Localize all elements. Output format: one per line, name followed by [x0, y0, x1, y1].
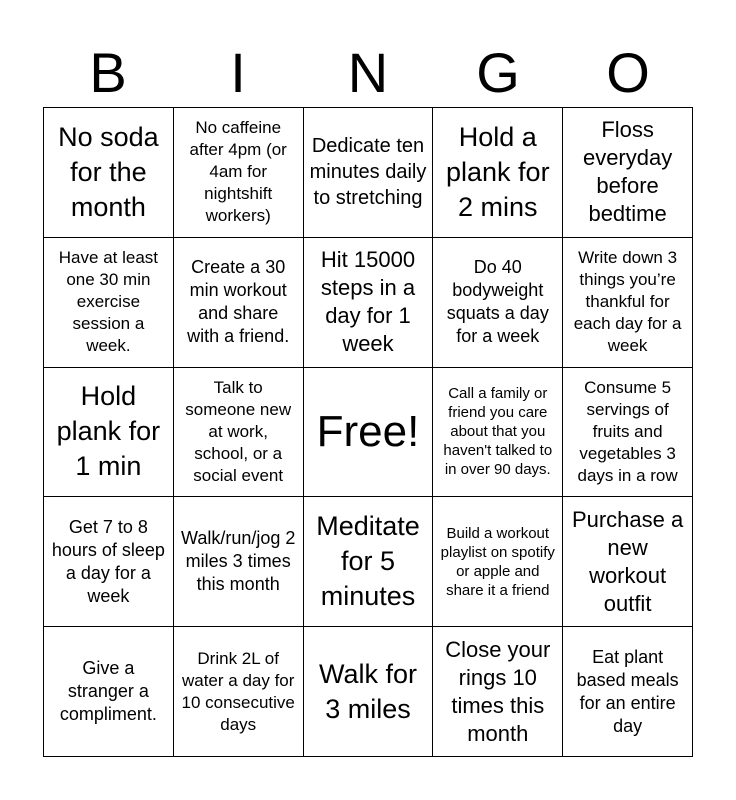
bingo-cell[interactable] [44, 627, 174, 757]
free-space-cell[interactable] [304, 368, 434, 498]
header-letter-g: G [476, 41, 520, 104]
cell-text: Floss everyday before bedtime [582, 117, 673, 227]
bingo-cell[interactable] [304, 108, 434, 238]
header-letter-n: N [347, 41, 389, 104]
header-letter-i: I [230, 41, 246, 104]
cell-text: Give a stranger a compliment. [59, 658, 157, 725]
cell-text: Dedicate ten minutes daily to stretching [309, 135, 427, 210]
bingo-cell[interactable] [174, 497, 304, 627]
bingo-cell[interactable] [44, 238, 174, 368]
bingo-board [43, 107, 693, 757]
bingo-cell[interactable] [563, 368, 693, 498]
bingo-cell[interactable] [174, 108, 304, 238]
cell-text: No caffeine after 4pm (or 4am for nightshift workers) [189, 118, 287, 226]
bingo-cell[interactable] [433, 627, 563, 757]
cell-text: Create a 30 min workout and share with a friend. [187, 257, 290, 347]
cell-text: Close your rings 10 times this month [445, 636, 551, 746]
bingo-header [43, 38, 693, 108]
cell-text: Meditate for 5 minutes [316, 511, 420, 612]
bingo-cell[interactable] [563, 497, 693, 627]
cell-text: Walk for 3 miles [318, 658, 417, 724]
cell-text: Do 40 bodyweight squats a day for a week [446, 257, 549, 347]
cell-text: Hold plank for 1 min [56, 381, 161, 482]
bingo-cell[interactable] [433, 368, 563, 498]
cell-text: No soda for the month [58, 121, 159, 222]
cell-text: Eat plant based meals for an entire day [576, 646, 679, 736]
cell-text: Consume 5 servings of fruits and vegetables 3 days in a row [577, 377, 678, 485]
bingo-cell[interactable] [304, 627, 434, 757]
cell-text: Get 7 to 8 hours of sleep a day for a week [51, 516, 165, 606]
bingo-cell[interactable] [433, 238, 563, 368]
bingo-cell[interactable] [433, 497, 563, 627]
cell-text: Drink 2L of water a day for 10 consecutive days [181, 648, 295, 734]
bingo-cell[interactable] [174, 238, 304, 368]
cell-text: Hit 15000 steps in a day for 1 week [320, 247, 416, 357]
bingo-cell[interactable] [174, 627, 304, 757]
cell-text: Build a workout playlist on spotify or apple and share it a friend [440, 524, 555, 599]
header-letter-o: O [606, 41, 650, 104]
bingo-cell[interactable] [44, 368, 174, 498]
bingo-cell[interactable] [433, 108, 563, 238]
cell-text: Hold a plank for 2 mins [446, 121, 550, 222]
bingo-cell[interactable] [563, 108, 693, 238]
bingo-cell[interactable] [44, 108, 174, 238]
bingo-cell[interactable] [304, 238, 434, 368]
bingo-cell[interactable] [563, 238, 693, 368]
cell-text: Write down 3 things you’re thankful for each day for a week [573, 248, 682, 356]
cell-text: Talk to someone new at work, school, or a social event [185, 377, 292, 485]
header-letter-b: B [89, 41, 127, 104]
free-space-text: Free! [316, 406, 420, 456]
cell-text: Call a family or friend you care about that you haven't talked to in over 90 days. [443, 385, 553, 479]
bingo-cell[interactable] [563, 627, 693, 757]
cell-text: Have at least one 30 min exercise session a week. [58, 248, 159, 356]
cell-text: Walk/run/jog 2 miles 3 times this month [181, 528, 296, 595]
bingo-cell[interactable] [174, 368, 304, 498]
bingo-cell[interactable] [304, 497, 434, 627]
cell-text: Purchase a new workout outfit [571, 506, 684, 616]
bingo-cell[interactable] [44, 497, 174, 627]
